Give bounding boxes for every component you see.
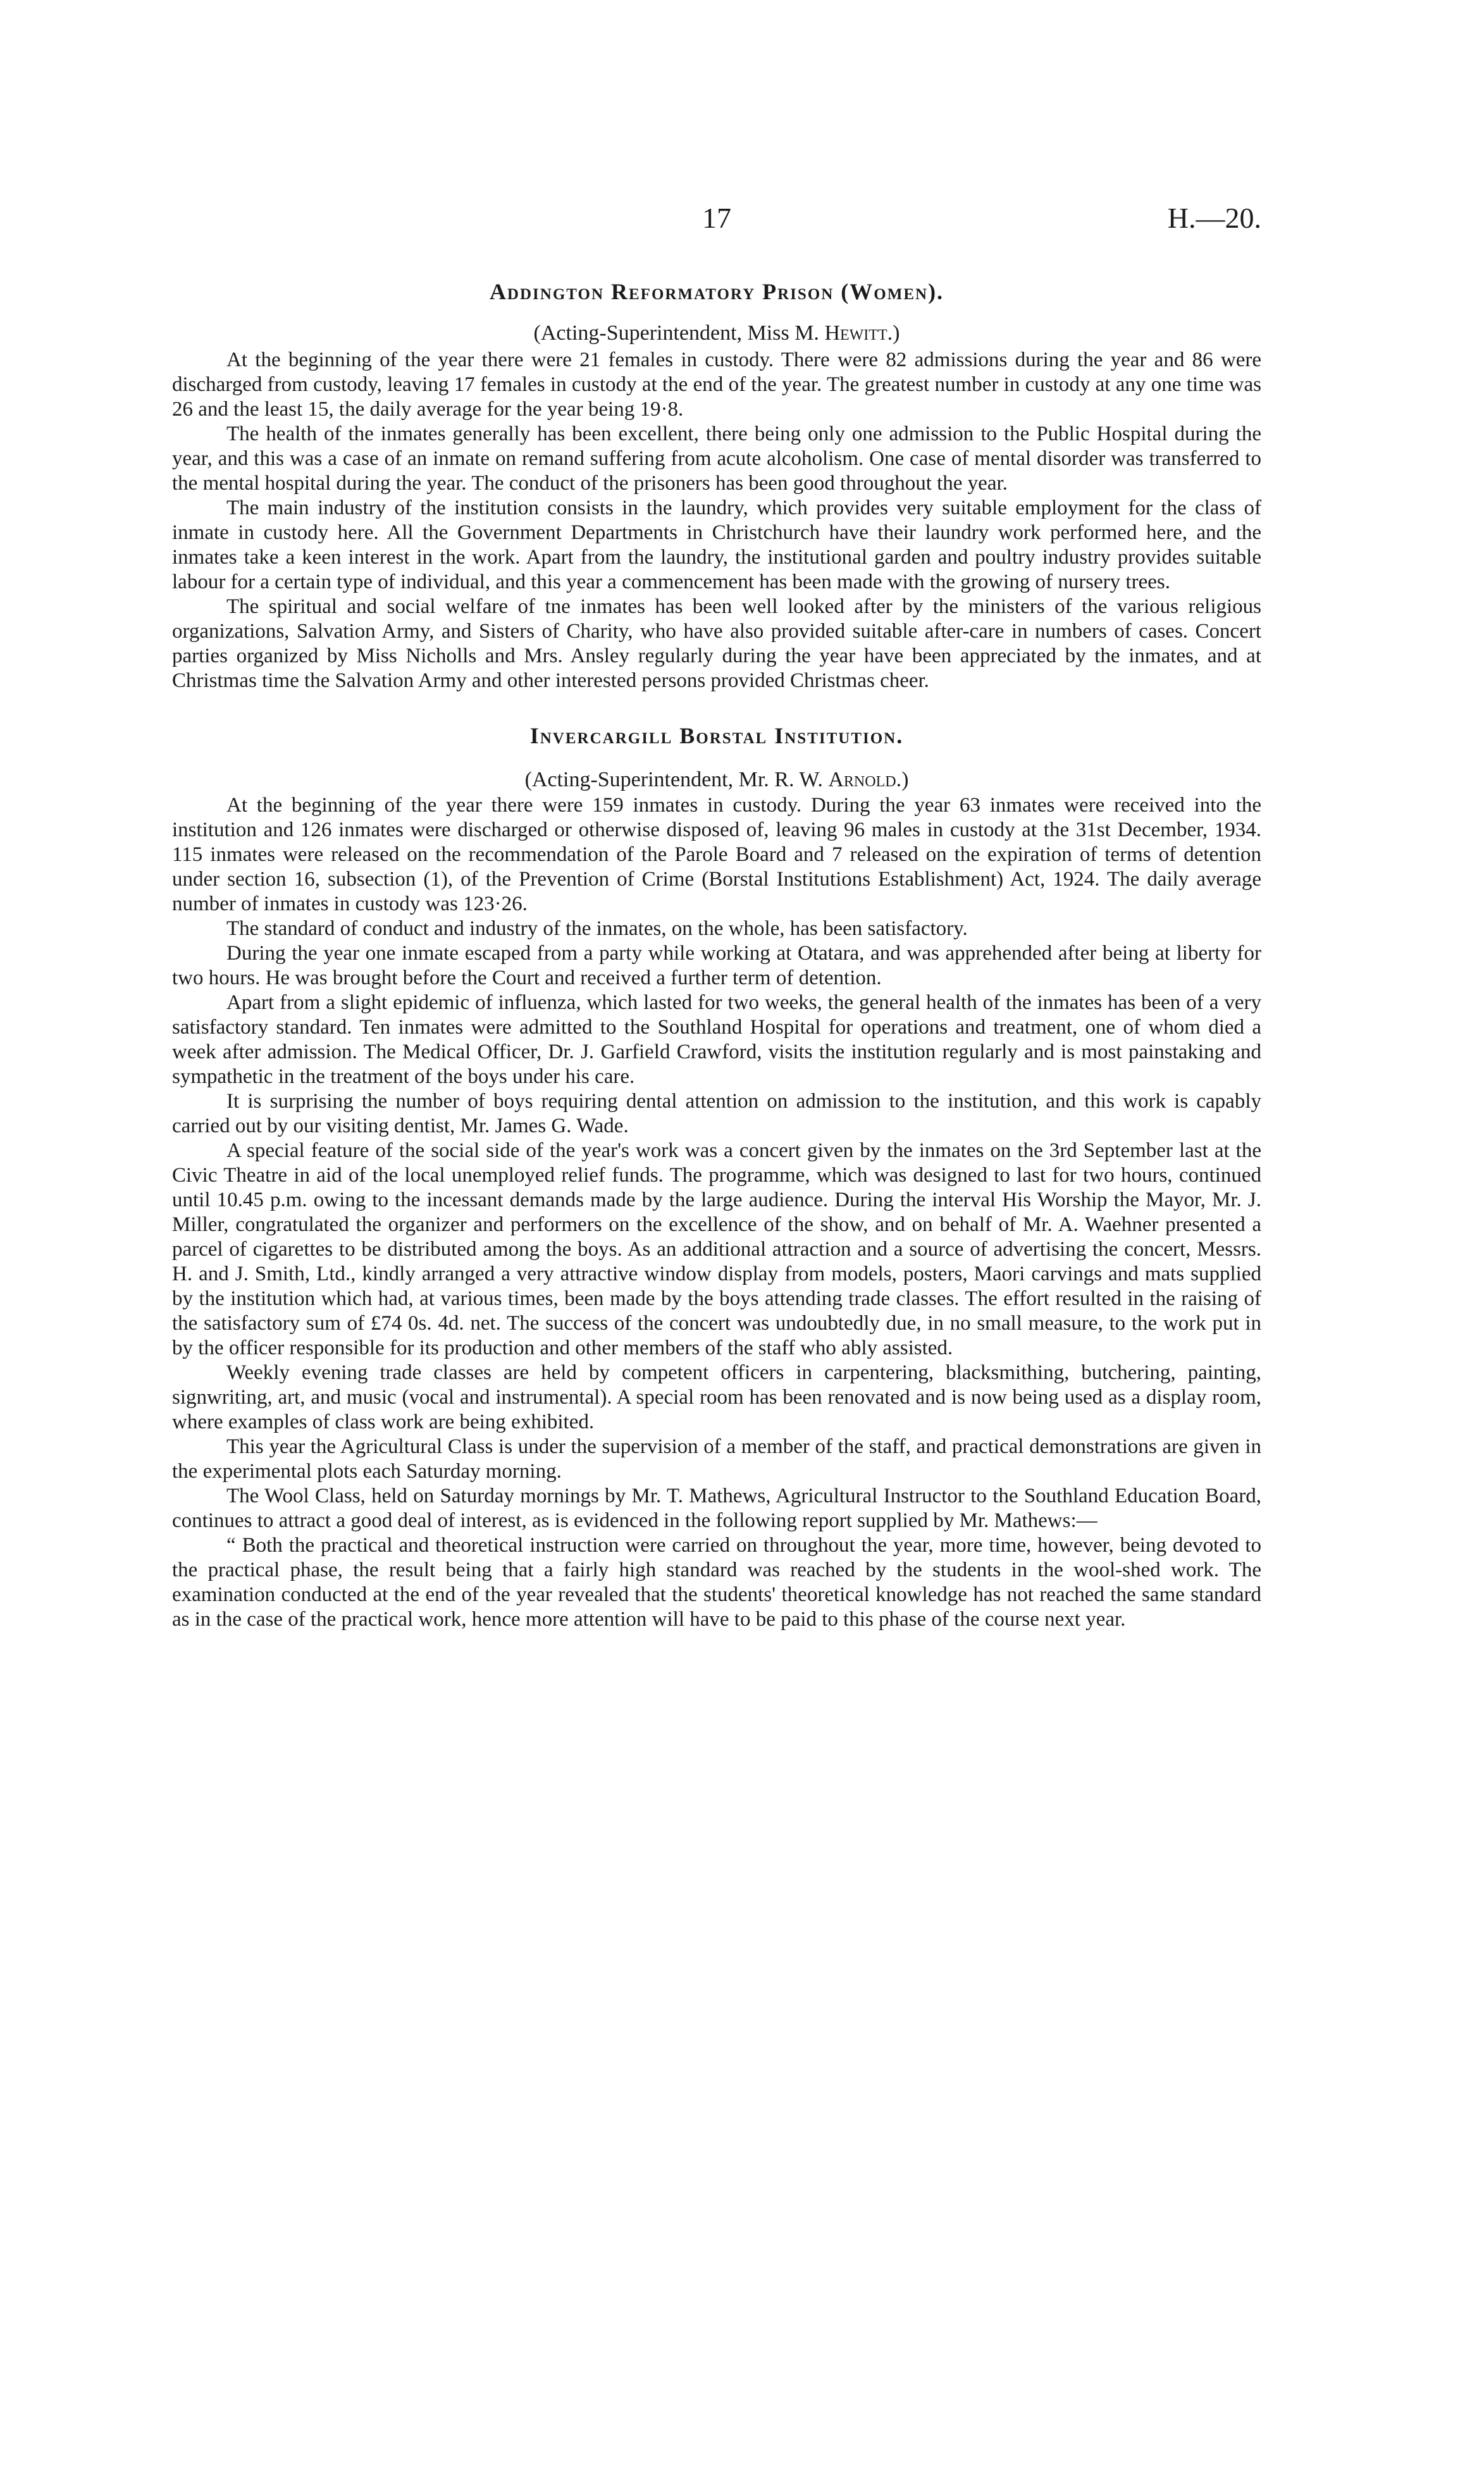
page-code: H.—20.: [1167, 202, 1261, 234]
paragraph: At the beginning of the year there were 159 inmates in custody. During the year 63 inmates were received into the institution and 126 inmates were discharged or otherwise disposed of, leaving 96 males in custody at the 31st December, 1934. 115 inmates were released on the recommendation of the Parole Board and 7 released on the expiration of terms of detention under section 16, subsection (1), of the Prevention of Crime (Borstal Institutions Establishment) Act, 1924. The daily average number of inmates in custody was 123·26.: [172, 794, 1261, 915]
paragraph: Apart from a slight epidemic of influenza, which lasted for two weeks, the general health of the inmates has been of a very satisfactory standard. Ten inmates were admitted to the Southland Hospital for operations and treatment, one of whom died a week after admission. The Medical Officer, Dr. J. Garfield Crawford, visits the institution regularly and is most painstaking and sympathetic in the treatment of the boys under his care.: [172, 991, 1261, 1088]
superintendent-name: Hewitt: [824, 321, 887, 345]
page-number: 17: [702, 202, 731, 234]
paragraph: It is surprising the number of boys requiring dental attention on admission to the institution, and this work is capably carried out by our visiting dentist, Mr. James G. Wade.: [172, 1090, 1261, 1137]
subtitle-suffix: .): [887, 321, 900, 345]
document-page: [172, 201, 1261, 1632]
paragraph: The health of the inmates generally has been excellent, there being only one admission to the Public Hospital during the year, and this was a case of an inmate on remand suffering from acute alcoholism. One case of mental disorder was transferred to the mental hospital during the year. The conduct of the prisoners has been good throughout the year.: [172, 423, 1261, 495]
superintendent-name: Arnold: [828, 768, 896, 791]
section-title: Addington Reformatory Prison (Women).: [489, 279, 944, 304]
paragraph: This year the Agricultural Class is under the supervision of a member of the staff, and practical demonstrations are given in the experimental plots each Saturday morning.: [172, 1435, 1261, 1483]
paragraph: “ Both the practical and theoretical instruction were carried on throughout the year, more time, however, being devoted to the practical phase, the result being that a fairly high standard was reached by the students in the wool-shed work. The examination conducted at the end of the year revealed that the students' theoretical knowledge has not reached the same standard as in the case of the practical work, hence more attention will have to be paid to this phase of the course next year.: [172, 1534, 1261, 1631]
paragraph: Weekly evening trade classes are held by competent officers in carpentering, blacksmithing, butchering, painting, signwriting, art, and music (vocal and instrumental). A special room has been renovated and is now being used as a display room, where examples of class work are being exhibited.: [172, 1361, 1261, 1433]
subtitle-suffix: .): [896, 768, 909, 791]
subtitle-prefix: (Acting-Superintendent, Mr. R. W.: [524, 768, 829, 791]
paragraph: The standard of conduct and industry of the inmates, on the whole, has been satisfactory.: [226, 917, 968, 940]
section-subtitle: [172, 768, 1261, 792]
paragraph: The main industry of the institution consists in the laundry, which provides very suitable employment for the class of inmate in custody here. All the Government Departments in Christchurch have their laundry work performed here, and the inmates take a keen interest in the work. Apart from the laundry, the institutional garden and poultry industry provides suitable labour for a certain type of individual, and this year a commencement has been made with the growing of nursery trees.: [172, 497, 1261, 593]
subtitle-prefix: (Acting-Superintendent, Miss M.: [533, 321, 825, 345]
page-header: [172, 201, 1261, 239]
paragraph: The spiritual and social welfare of tne inmates has been well looked after by the ministers of the various religious organizations, Salvation Army, and Sisters of Charity, who have also provided suitable after-care in numbers of cases. Concert parties organized by Miss Nicholls and Mrs. Ansley regularly during the year have been appreciated by the inmates, and at Christmas time the Salvation Army and other interested persons provided Christmas cheer.: [172, 595, 1261, 692]
section-subtitle: [172, 321, 1261, 345]
section-addington: [172, 278, 1261, 693]
paragraph: The Wool Class, held on Saturday mornings by Mr. T. Mathews, Agricultural Instructor to the Southland Education Board, continues to attract a good deal of interest, as is evidenced in the following report supplied by Mr. Mathews:—: [172, 1485, 1261, 1532]
paragraph: At the beginning of the year there were 21 females in custody. There were 82 admissions during the year and 86 were discharged from custody, leaving 17 females in custody at the end of the year. The greatest number in custody at any one time was 26 and the least 15, the daily average for the year being 19·8.: [172, 349, 1261, 421]
paragraph: During the year one inmate escaped from a party while working at Otatara, and was apprehended after being at liberty for two hours. He was brought before the Court and received a further term of detention.: [172, 942, 1261, 989]
paragraph: A special feature of the social side of the year's work was a concert given by the inmates on the 3rd September last at the Civic Theatre in aid of the local unemployed relief funds. The programme, which was designed to last for two hours, continued until 10.45 p.m. owing to the incessant demands made by the large audience. During the interval His Worship the Mayor, Mr. J. Miller, congratulated the organizer and performers on the excellence of the show, and on behalf of Mr. A. Waehner presented a parcel of cigarettes to be distributed among the boys. As an additional attraction and a source of advertising the concert, Messrs. H. and J. Smith, Ltd., kindly arranged a very attractive window display from models, posters, Maori carvings and mats supplied by the institution which had, at various times, been made by the boys attending trade classes. The effort resulted in the raising of the satisfactory sum of £74 0s. 4d. net. The success of the concert was undoubtedly due, in no small measure, to the work put in by the officer responsible for its production and other members of the staff who ably assisted.: [172, 1139, 1261, 1359]
section-invercargill: [172, 722, 1261, 1632]
section-title: Invercargill Borstal Institution.: [529, 723, 904, 748]
